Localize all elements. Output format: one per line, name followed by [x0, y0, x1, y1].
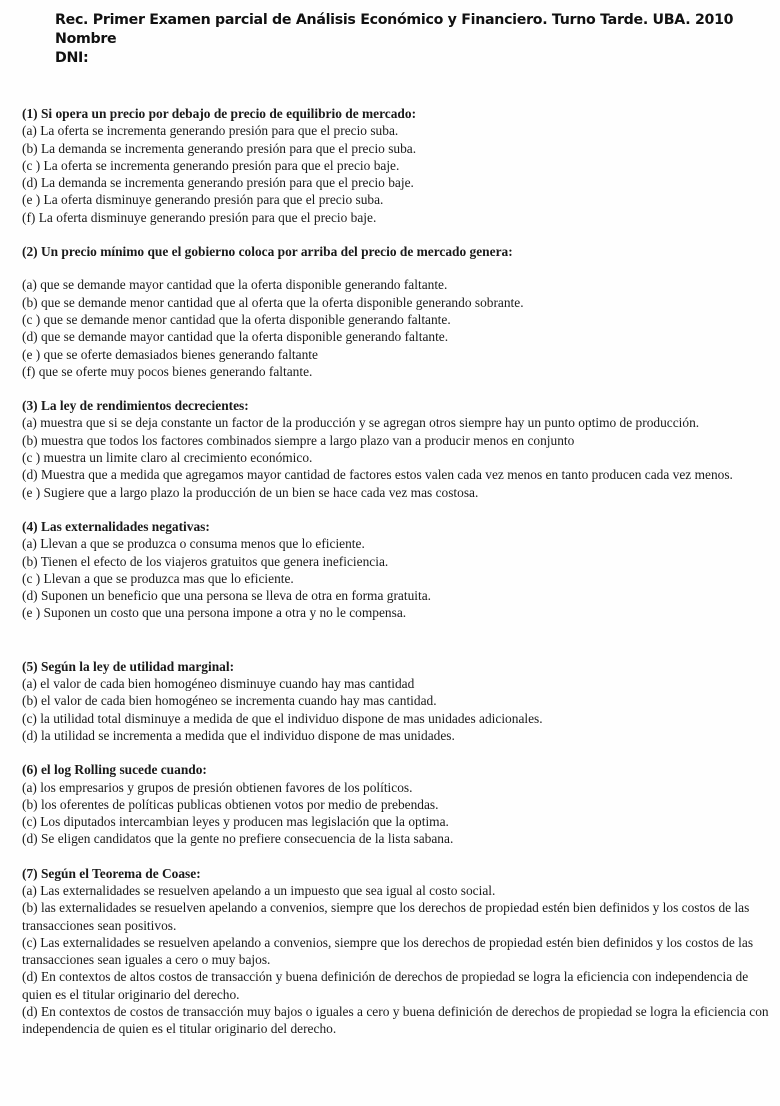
question-title: (6) el log Rolling sucede cuando:	[22, 762, 207, 778]
option-b: (b) que se demande menor cantidad que al oferta que la oferta disponible generando sobrante.	[22, 294, 524, 310]
question-4	[22, 518, 770, 622]
spacer	[22, 622, 770, 658]
question-title: (5) Según la ley de utilidad marginal:	[22, 658, 235, 674]
spacer	[22, 744, 770, 761]
option-a: (a) los empresarios y grupos de presión obtienen favores de los políticos.	[22, 779, 413, 795]
option-e: (e ) Suponen un costo que una persona impone a otra y no le compensa.	[22, 605, 407, 621]
option-f: (f) que se oferte muy pocos bienes generando faltante.	[22, 363, 313, 379]
option-c: (c ) La oferta se incrementa generando presión para que el precio baje.	[22, 157, 400, 173]
question-7	[22, 865, 770, 1038]
option-e: (e ) Sugiere que a largo plazo la producción de un bien se hace cada vez mas costosa.	[22, 484, 479, 500]
spacer	[22, 380, 770, 397]
option-a: (a) Las externalidades se resuelven apelando a un impuesto que sea igual al costo social.	[22, 882, 496, 898]
question-3	[22, 397, 770, 501]
question-1	[22, 105, 770, 226]
question-title: (4) Las externalidades negativas:	[22, 518, 210, 534]
option-d-2: (d) En contextos de costos de transacción muy bajos o iguales a cero y buena definición de derechos de propiedad se logra la eficiencia con independencia de quien es el titular originario del derecho.	[22, 1004, 769, 1037]
question-title: (7) Según el Teorema de Coase:	[22, 865, 201, 881]
question-title: (2) Un precio mínimo que el gobierno coloca por arriba del precio de mercado genera:	[22, 244, 513, 260]
option-c: (c ) Llevan a que se produzca mas que lo eficiente.	[22, 570, 294, 586]
question-title: (3) La ley de rendimientos decrecientes:	[22, 398, 249, 414]
option-a: (a) Llevan a que se produzca o consuma menos que lo eficiente.	[22, 536, 365, 552]
option-c: (c) la utilidad total disminuye a medida de que el individuo dispone de mas unidades adicionales.	[22, 710, 543, 726]
question-5	[22, 658, 770, 744]
option-c: (c ) que se demande menor cantidad que la oferta disponible generando faltante.	[22, 311, 451, 327]
option-b: (b) los oferentes de políticas publicas obtienen votos por medio de prebendas.	[22, 796, 439, 812]
spacer	[22, 226, 770, 243]
option-d: (d) La demanda se incrementa generando presión para que el precio baje.	[22, 175, 414, 191]
option-d: (d) Suponen un beneficio que una persona se lleva de otra en forma gratuita.	[22, 588, 432, 604]
option-b: (b) las externalidades se resuelven apelando a convenios, siempre que los derechos de propiedad estén bien definidos y los costos de las transacciones sean positivos.	[22, 900, 750, 933]
option-d: (d) Se eligen candidatos que la gente no prefiere consecuencia de la lista sabana.	[22, 831, 454, 847]
name-label: Nombre	[55, 31, 117, 47]
option-b: (b) La demanda se incrementa generando presión para que el precio suba.	[22, 140, 417, 156]
option-f: (f) La oferta disminuye generando presión para que el precio baje.	[22, 209, 377, 225]
dni-label: DNI:	[55, 50, 89, 66]
option-d: (d) la utilidad se incrementa a medida que el individuo dispone de mas unidades.	[22, 727, 455, 743]
spacer	[22, 501, 770, 518]
exam-body	[22, 105, 770, 1038]
option-b: (b) el valor de cada bien homogéneo se incrementa cuando hay mas cantidad.	[22, 693, 437, 709]
option-d: (d) que se demande mayor cantidad que la oferta disponible generando faltante.	[22, 329, 449, 345]
option-c: (c) Las externalidades se resuelven apelando a convenios, siempre que los derechos de propiedad estén bien definidos y los costos de las transacciones sean iguales a cero o muy bajos.	[22, 934, 754, 968]
question-title: (1) Si opera un precio por debajo de precio de equilibrio de mercado:	[22, 106, 417, 121]
option-d: (d) En contextos de altos costos de transacción y buena definición de derechos de propiedad se logra la eficiencia con independencia de quien es el titular originario del derecho.	[22, 969, 749, 1002]
spacer	[22, 260, 770, 276]
option-a: (a) La oferta se incrementa generando presión para que el precio suba.	[22, 123, 399, 139]
option-a: (a) que se demande mayor cantidad que la oferta disponible generando faltante.	[22, 277, 448, 293]
option-b: (b) muestra que todos los factores combinados siempre a largo plazo van a producir menos en conjunto	[22, 432, 575, 448]
question-2	[22, 243, 770, 380]
exam-header	[55, 11, 775, 68]
exam-title: Rec. Primer Examen parcial de Análisis Económico y Financiero. Turno Tarde. UBA. 2010	[55, 12, 734, 28]
option-c: (c) Los diputados intercambian leyes y producen mas legislación que la optima.	[22, 814, 449, 830]
option-d: (d) Muestra que a medida que agregamos mayor cantidad de factores estos valen cada vez menos en tanto producen cada vez menos.	[22, 467, 733, 483]
spacer	[22, 848, 770, 865]
question-6	[22, 761, 770, 847]
option-e: (e ) que se oferte demasiados bienes generando faltante	[22, 346, 318, 362]
option-a: (a) el valor de cada bien homogéneo disminuye cuando hay mas cantidad	[22, 676, 415, 692]
option-b: (b) Tienen el efecto de los viajeros gratuitos que genera ineficiencia.	[22, 553, 389, 569]
option-a: (a) muestra que si se deja constante un factor de la producción y se agregan otros siempre hay un punto optimo de producción.	[22, 415, 700, 431]
option-c: (c ) muestra un limite claro al crecimiento económico.	[22, 450, 313, 466]
option-e: (e ) La oferta disminuye generando presión para que el precio suba.	[22, 192, 384, 208]
